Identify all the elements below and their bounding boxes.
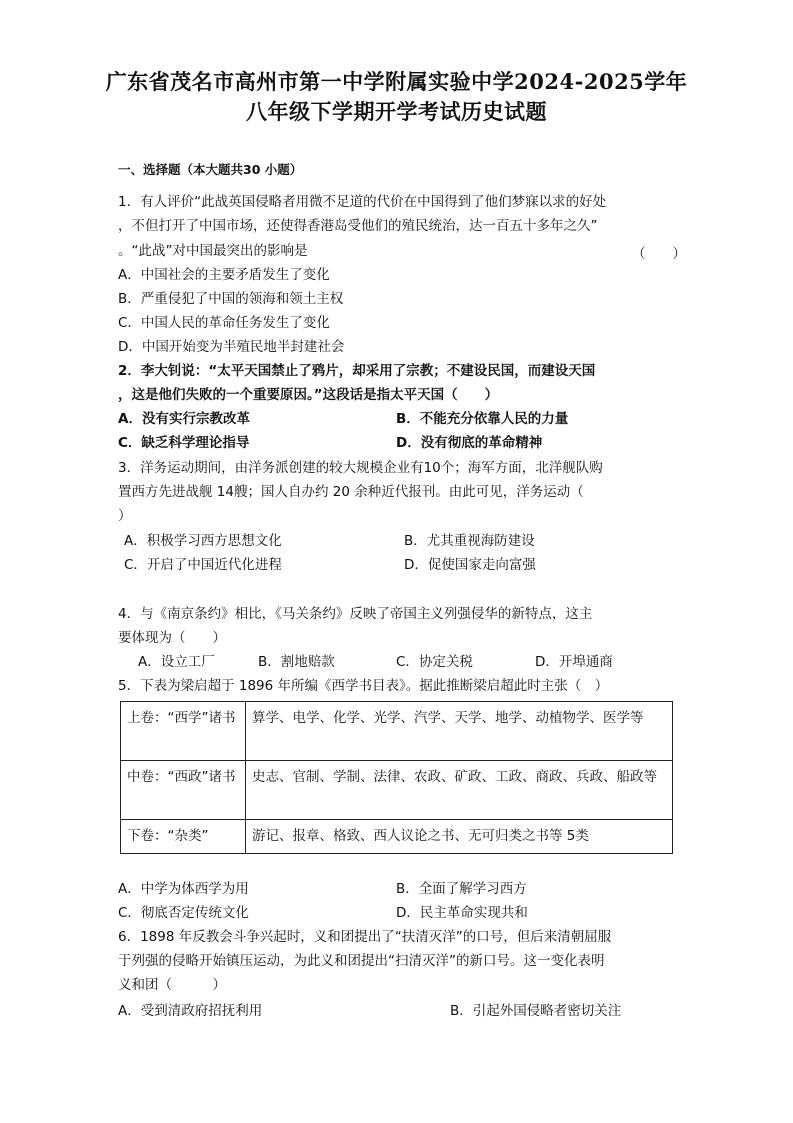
q2-option-c: C．缺乏科学理论指导 (118, 435, 250, 451)
q4-stem-line-2: 要体现为（ ） (118, 630, 226, 646)
exam-title-line-2: 八年级下学期开学考试历史试题 (246, 99, 547, 124)
q6-option-b: B．引起外国侵略者密切关注 (450, 1003, 622, 1019)
q2-stem-line-1: 2．李大钊说：“太平天国禁止了鸦片，却采用了宗教；不建设民国，而建设天国 (118, 363, 596, 379)
q3-option-c: C．开启了中国近代化进程 (124, 557, 282, 573)
q1-stem-line-1: 1．有人评价“此战英国侵略者用微不足道的代价在中国得到了他们梦寐以求的好处 (118, 194, 607, 210)
table-cell-contents: 游记、报章、格致、西人议论之书、无可归类之书等 5类 (246, 820, 673, 854)
table-cell-volume: 下卷：“杂类” (121, 820, 246, 854)
table-cell-contents: 算学、电学、化学、光学、汽学、天学、地学、动植物学、医学等 (246, 702, 673, 761)
q5-option-d: D．民主革命实现共和 (396, 905, 528, 921)
q6-option-a: A．受到清政府招抚利用 (118, 1003, 263, 1019)
q1-stem-line-2: ，不但打开了中国市场，还使得香港岛受他们的殖民统治，达一百五十多年之久” (118, 218, 598, 234)
q3-option-b: B．尤其重视海防建设 (404, 533, 535, 549)
q5-option-a: A．中学为体西学为用 (118, 881, 249, 897)
q4-option-b: B．割地赔款 (258, 654, 335, 670)
q1-option-a: A．中国社会的主要矛盾发生了变化 (118, 267, 330, 283)
q4-option-d: D．开埠通商 (535, 654, 613, 670)
table-cell-volume: 中卷：“西政”诸书 (121, 761, 246, 820)
table-row (121, 702, 673, 761)
q5-stem: 5．下表为梁启超于 1896 年所编《西学书目表》。据此推断梁启超此时主张（ ） (118, 678, 609, 694)
q3-stem-line-2: 置西方先进战舰 14艘；国人自办约 20 余种近代报刊。由此可见，洋务运动（ (118, 484, 584, 500)
q5-option-b: B．全面了解学习西方 (396, 881, 527, 897)
q3-stem-line-3: ） (118, 508, 132, 524)
table-row (121, 820, 673, 854)
q2-option-a: A．没有实行宗教改革 (118, 411, 250, 427)
q1-answer-blank: （ ） (632, 246, 686, 262)
q3-stem-line-1: 3．洋务运动期间，由洋务派创建的较大规模企业有10个；海军方面，北洋舰队购 (118, 460, 603, 476)
table-cell-contents: 史志、官制、学制、法律、农政、矿政、工政、商政、兵政、船政等 (246, 761, 673, 820)
q6-stem-line-3: 义和团（ ） (118, 977, 226, 993)
q1-option-c: C．中国人民的革命任务发生了变化 (118, 315, 330, 331)
q5-option-c: C．彻底否定传统文化 (118, 905, 249, 921)
table-row (121, 761, 673, 820)
q1-stem-line-3: 。“此战”对中国最突出的影响是 (118, 243, 308, 259)
q6-stem-line-1: 6．1898 年反教会斗争兴起时，义和团提出了“扶清灭洋”的口号，但后来清朝屈服 (118, 929, 612, 945)
q2-option-b: B．不能充分依靠人民的力量 (396, 411, 569, 427)
q2-stem-line-2: ，这是他们失败的一个重要原因。”这段话是指太平天国（ ） (118, 387, 499, 403)
q2-option-d: D．没有彻底的革命精神 (396, 435, 543, 451)
q4-stem-line-1: 4．与《南京条约》相比，《马关条约》反映了帝国主义列强侵华的新特点，这主 (118, 606, 593, 622)
section-heading: 一、选择题（本大题共30 小题） (118, 162, 303, 177)
booklist-table (120, 701, 673, 854)
exam-title-line-1: 广东省茂名市高州市第一中学附属实验中学2024-2025学年 (105, 69, 688, 94)
q1-option-d: D．中国开始变为半殖民地半封建社会 (118, 339, 345, 355)
table-cell-volume: 上卷：“西学”诸书 (121, 702, 246, 761)
q6-stem-line-2: 于列强的侵略开始镇压运动，为此义和团提出“扫清灭洋”的新口号。这一变化表明 (118, 953, 605, 969)
q3-option-d: D．促使国家走向富强 (404, 557, 536, 573)
q3-option-a: A．积极学习西方思想文化 (124, 533, 282, 549)
q4-option-c: C．协定关税 (396, 654, 473, 670)
q4-option-a: A．设立工厂 (138, 654, 215, 670)
q1-option-b: B．严重侵犯了中国的领海和领土主权 (118, 291, 344, 307)
